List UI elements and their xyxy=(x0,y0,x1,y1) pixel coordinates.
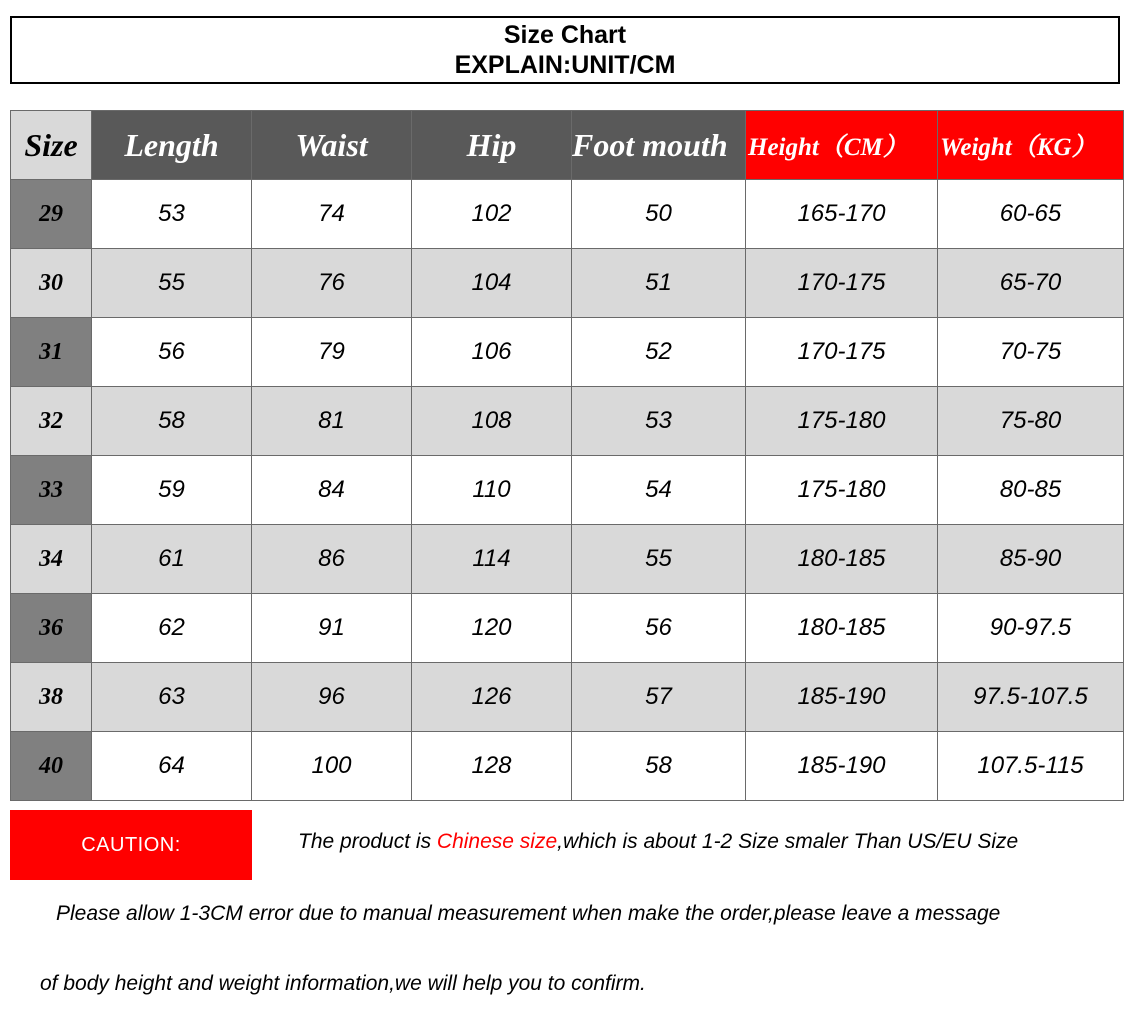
caution-text xyxy=(298,830,1018,854)
foot-mouth-cell: 52 xyxy=(572,318,746,387)
size-cell: 34 xyxy=(11,525,92,594)
table-row xyxy=(11,318,1124,387)
table-row xyxy=(11,594,1124,663)
length-cell: 53 xyxy=(92,180,252,249)
table-row xyxy=(11,387,1124,456)
note-line-2: of body height and weight information,we will help you to confirm. xyxy=(40,972,646,995)
length-cell: 64 xyxy=(92,732,252,801)
weight-cell: 85-90 xyxy=(938,525,1124,594)
hip-cell: 120 xyxy=(412,594,572,663)
caution-label-box xyxy=(10,810,252,880)
caution-highlight: Chinese size xyxy=(436,830,558,853)
table-row xyxy=(11,180,1124,249)
hip-cell: 108 xyxy=(412,387,572,456)
length-cell: 62 xyxy=(92,594,252,663)
hip-cell: 102 xyxy=(412,180,572,249)
foot-mouth-cell: 51 xyxy=(572,249,746,318)
size-table xyxy=(10,110,1124,801)
hip-cell: 104 xyxy=(412,249,572,318)
weight-cell: 70-75 xyxy=(938,318,1124,387)
header-waist: Waist xyxy=(252,111,412,180)
height-cell: 170-175 xyxy=(746,249,938,318)
header-row xyxy=(11,111,1124,180)
weight-cell: 65-70 xyxy=(938,249,1124,318)
length-cell: 56 xyxy=(92,318,252,387)
table-row xyxy=(11,732,1124,801)
foot-mouth-cell: 50 xyxy=(572,180,746,249)
waist-cell: 96 xyxy=(252,663,412,732)
hip-cell: 126 xyxy=(412,663,572,732)
size-cell: 32 xyxy=(11,387,92,456)
length-cell: 58 xyxy=(92,387,252,456)
height-cell: 170-175 xyxy=(746,318,938,387)
table-row xyxy=(11,249,1124,318)
length-cell: 63 xyxy=(92,663,252,732)
height-cell: 175-180 xyxy=(746,387,938,456)
size-cell: 30 xyxy=(11,249,92,318)
size-cell: 36 xyxy=(11,594,92,663)
waist-cell: 74 xyxy=(252,180,412,249)
weight-cell: 60-65 xyxy=(938,180,1124,249)
foot-mouth-cell: 55 xyxy=(572,525,746,594)
size-cell: 33 xyxy=(11,456,92,525)
weight-cell: 97.5-107.5 xyxy=(938,663,1124,732)
header-weight: Weight（KG） xyxy=(938,111,1124,180)
size-cell: 29 xyxy=(11,180,92,249)
height-cell: 180-185 xyxy=(746,594,938,663)
foot-mouth-cell: 56 xyxy=(572,594,746,663)
height-cell: 175-180 xyxy=(746,456,938,525)
size-cell: 40 xyxy=(11,732,92,801)
caution-text-before: The product is xyxy=(298,830,437,853)
waist-cell: 100 xyxy=(252,732,412,801)
foot-mouth-cell: 54 xyxy=(572,456,746,525)
note-line-1: Please allow 1-3CM error due to manual measurement when make the order,please leave a message xyxy=(56,902,1001,925)
table-row xyxy=(11,525,1124,594)
size-cell: 31 xyxy=(11,318,92,387)
foot-mouth-cell: 53 xyxy=(572,387,746,456)
caution-text-after: ,which is about 1-2 Size smaler Than US/EU Size xyxy=(557,830,1019,853)
weight-cell: 75-80 xyxy=(938,387,1124,456)
waist-cell: 79 xyxy=(252,318,412,387)
waist-cell: 76 xyxy=(252,249,412,318)
foot-mouth-cell: 58 xyxy=(572,732,746,801)
caution-label: CAUTION: xyxy=(81,833,181,856)
table-row xyxy=(11,663,1124,732)
header-foot-mouth: Foot mouth xyxy=(572,111,746,180)
title-box xyxy=(10,16,1120,84)
height-cell: 165-170 xyxy=(746,180,938,249)
weight-cell: 90-97.5 xyxy=(938,594,1124,663)
header-height: Height（CM） xyxy=(746,111,938,180)
height-cell: 185-190 xyxy=(746,732,938,801)
weight-cell: 107.5-115 xyxy=(938,732,1124,801)
chart-title: Size Chart xyxy=(503,21,627,49)
size-cell: 38 xyxy=(11,663,92,732)
length-cell: 59 xyxy=(92,456,252,525)
waist-cell: 84 xyxy=(252,456,412,525)
weight-cell: 80-85 xyxy=(938,456,1124,525)
hip-cell: 110 xyxy=(412,456,572,525)
header-hip: Hip xyxy=(412,111,572,180)
header-size: Size xyxy=(11,111,92,180)
waist-cell: 91 xyxy=(252,594,412,663)
length-cell: 55 xyxy=(92,249,252,318)
header-length: Length xyxy=(92,111,252,180)
length-cell: 61 xyxy=(92,525,252,594)
foot-mouth-cell: 57 xyxy=(572,663,746,732)
hip-cell: 128 xyxy=(412,732,572,801)
waist-cell: 81 xyxy=(252,387,412,456)
height-cell: 180-185 xyxy=(746,525,938,594)
height-cell: 185-190 xyxy=(746,663,938,732)
hip-cell: 114 xyxy=(412,525,572,594)
hip-cell: 106 xyxy=(412,318,572,387)
table-row xyxy=(11,456,1124,525)
chart-unit-explain: EXPLAIN:UNIT/CM xyxy=(454,51,676,79)
waist-cell: 86 xyxy=(252,525,412,594)
